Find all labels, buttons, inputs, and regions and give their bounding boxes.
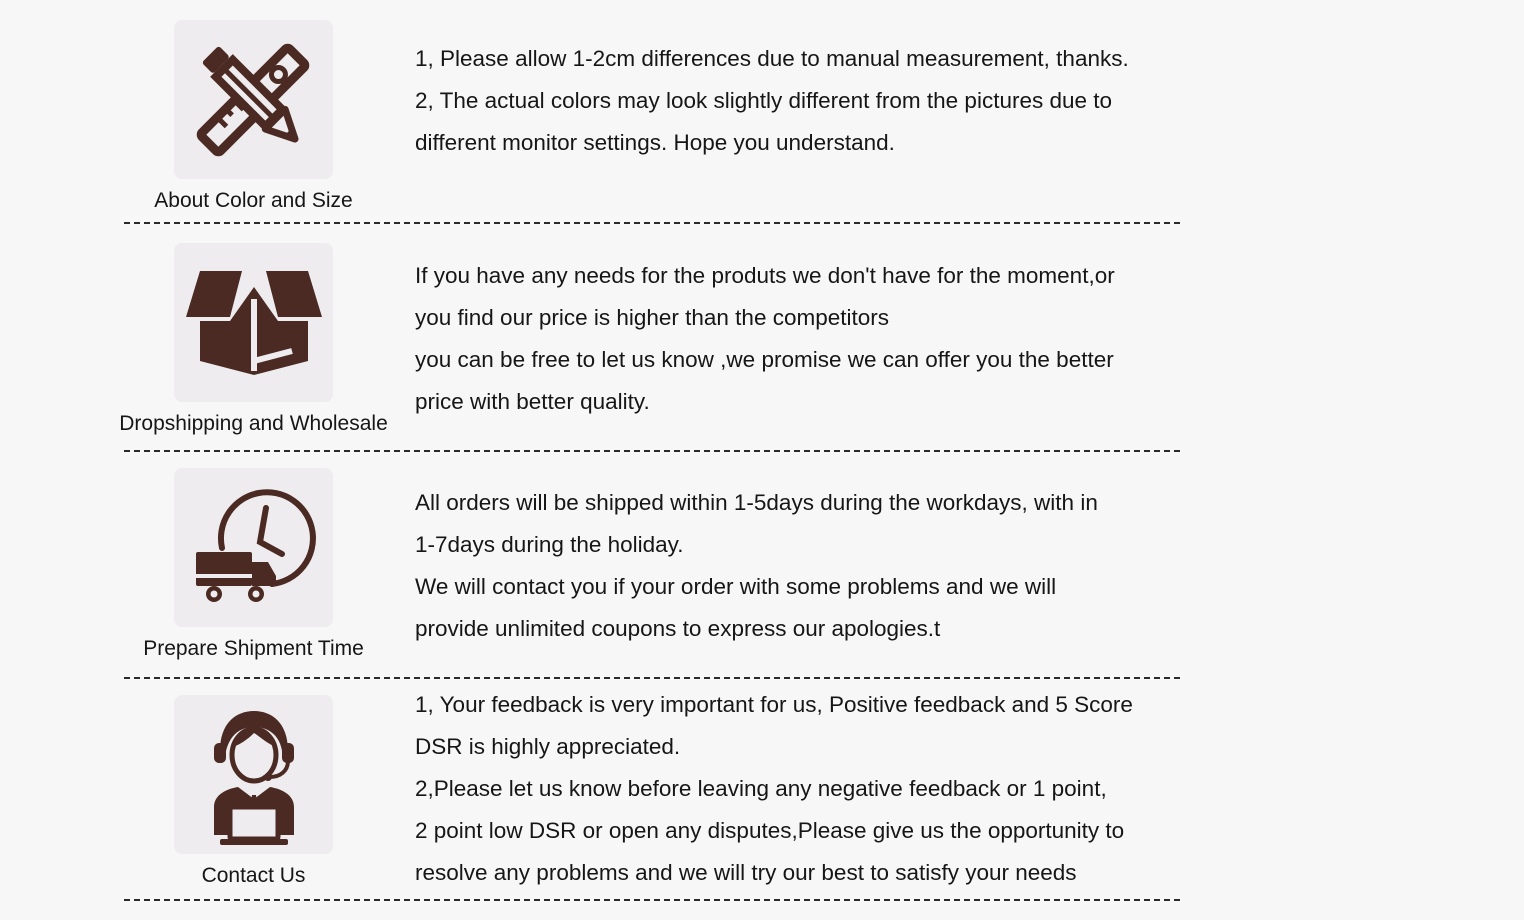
text-line: 1-7days during the holiday. [415, 532, 684, 557]
text-line: All orders will be shipped within 1-5days during the workdays, with in [415, 490, 1098, 515]
icon-tile [174, 20, 333, 179]
icon-tile [174, 695, 333, 854]
text-line: 1, Your feedback is very important for us, Positive feedback and 5 Score [415, 692, 1133, 717]
clock-truck-icon [174, 468, 333, 627]
section-text [415, 482, 1215, 650]
text-line: If you have any needs for the produts we don't have for the moment,or [415, 263, 1115, 288]
section-caption: About Color and Size [154, 189, 353, 212]
text-line: different monitor settings. Hope you understand. [415, 130, 895, 155]
icon-tile [174, 243, 333, 402]
dashed-divider [124, 899, 1180, 901]
section-text [415, 684, 1215, 894]
section-caption: Prepare Shipment Time [143, 637, 364, 660]
text-line: price with better quality. [415, 389, 650, 414]
text-line: 2, The actual colors may look slightly different from the pictures due to [415, 88, 1113, 113]
text-line: 2 point low DSR or open any disputes,Please give us the opportunity to [415, 818, 1125, 843]
text-line: 1, Please allow 1-2cm differences due to manual measurement, thanks. [415, 46, 1129, 71]
section-text [415, 255, 1215, 423]
ruler-pencil-icon [174, 20, 333, 179]
open-box-icon [174, 243, 333, 402]
section-caption: Dropshipping and Wholesale [119, 412, 388, 435]
dashed-divider [124, 222, 1180, 224]
text-line: DSR is highly appreciated. [415, 734, 681, 759]
text-line: you can be free to let us know ,we promise we can offer you the better [415, 347, 1114, 372]
dashed-divider [124, 677, 1180, 679]
icon-tile [174, 468, 333, 627]
text-line: 2,Please let us know before leaving any negative feedback or 1 point, [415, 776, 1107, 801]
customer-service-agent-icon [174, 695, 333, 854]
text-line: We will contact you if your order with some problems and we will [415, 574, 1057, 599]
section-caption: Contact Us [201, 864, 306, 887]
text-line: provide unlimited coupons to express our apologies.t [415, 616, 941, 641]
section-text [415, 38, 1215, 164]
dashed-divider [124, 450, 1180, 452]
text-line: you find our price is higher than the competitors [415, 305, 890, 330]
text-line: resolve any problems and we will try our best to satisfy your needs [415, 860, 1077, 885]
